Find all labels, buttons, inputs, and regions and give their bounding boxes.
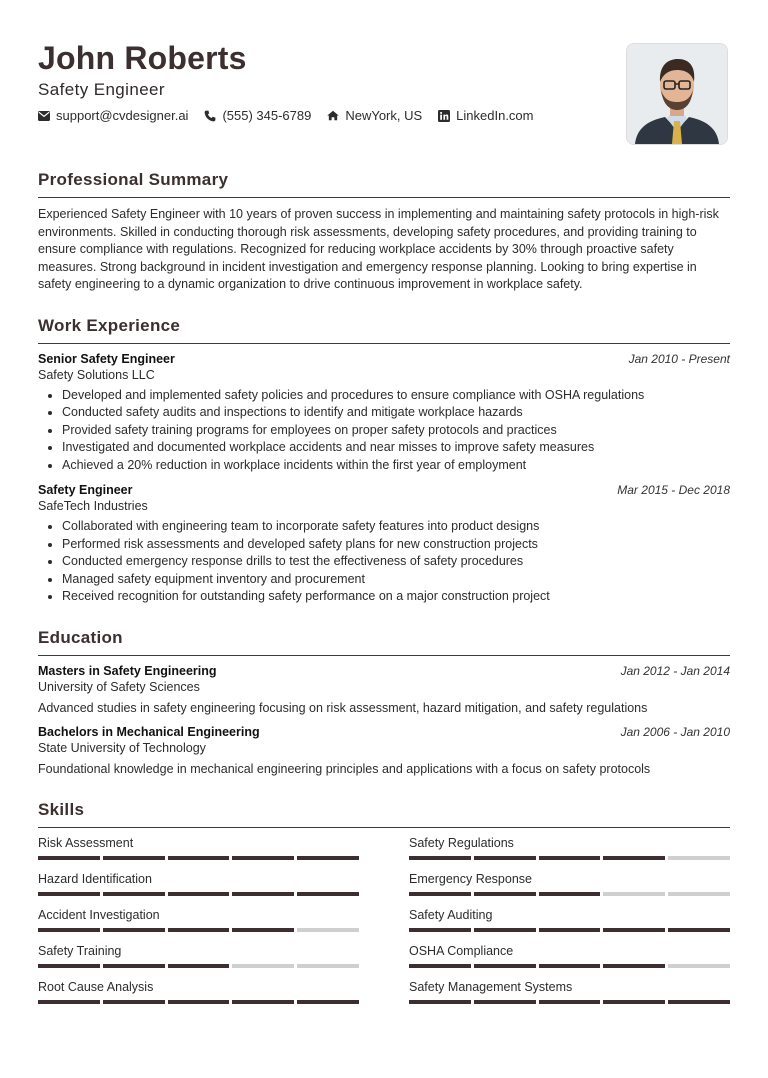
skill-level-empty xyxy=(603,892,665,896)
job-header xyxy=(38,352,730,366)
job-title: Safety Engineer xyxy=(38,483,133,497)
job-bullets xyxy=(38,387,730,475)
skill-level-filled xyxy=(409,1000,471,1004)
job-bullets xyxy=(38,518,730,606)
job-bullet: • Conducted safety audits and inspections to identify and mitigate workplace hazards xyxy=(62,404,730,422)
job-bullet: • Investigated and documented workplace accidents and near misses to improve safety measures xyxy=(62,439,730,457)
education-description: Foundational knowledge in mechanical engineering principles and applications with a focus on safety protocols xyxy=(38,761,651,776)
phone-icon xyxy=(204,110,216,122)
skill-level-filled xyxy=(539,928,601,932)
job-bullet: • Received recognition for outstanding safety performance on a major construction project xyxy=(62,588,730,606)
education-dates: Jan 2006 - Jan 2010 xyxy=(620,724,730,739)
job-title: Senior Safety Engineer xyxy=(38,351,175,366)
skill-level-filled xyxy=(38,928,100,932)
skill-level-filled xyxy=(232,928,294,932)
education-entry xyxy=(38,664,730,715)
experience-section xyxy=(38,316,730,606)
summary-section xyxy=(38,170,730,294)
skill-level-filled xyxy=(409,928,471,932)
education-entry xyxy=(38,725,730,776)
skill-level-bar xyxy=(409,892,730,896)
education-heading: Education xyxy=(38,628,730,656)
skill-item xyxy=(409,944,730,968)
summary-heading: Professional Summary xyxy=(38,170,730,198)
skill-level-empty xyxy=(232,964,294,968)
job-bullet: • Collaborated with engineering team to incorporate safety features into product designs xyxy=(62,518,730,536)
degree-name: Bachelors in Mechanical Engineering xyxy=(38,724,260,739)
location-text: NewYork, US xyxy=(345,108,423,123)
header xyxy=(38,0,730,150)
job-bullet: • Conducted emergency response drills to test the effectiveness of safety procedures xyxy=(62,553,730,571)
skill-level-filled xyxy=(38,892,100,896)
education-header xyxy=(38,664,730,678)
job-entry xyxy=(38,352,730,475)
skill-level-bar xyxy=(38,892,359,896)
skill-level-filled xyxy=(668,1000,730,1004)
job-bullet: • Developed and implemented safety policies and procedures to ensure compliance with OSHA regulations xyxy=(62,387,730,405)
skill-level-empty xyxy=(297,964,359,968)
skill-level-filled xyxy=(603,1000,665,1004)
skill-level-filled xyxy=(168,1000,230,1004)
skill-item xyxy=(409,872,730,896)
email-text: support@cvdesigner.ai xyxy=(56,108,189,123)
education-section xyxy=(38,628,730,776)
skill-name: Safety Management Systems xyxy=(409,979,573,994)
skill-name: Safety Auditing xyxy=(409,907,493,922)
skill-name: OSHA Compliance xyxy=(409,943,514,958)
skill-level-filled xyxy=(297,856,359,860)
profile-photo xyxy=(626,43,728,145)
skill-level-filled xyxy=(668,928,730,932)
skill-name: Hazard Identification xyxy=(38,871,152,886)
skill-name: Emergency Response xyxy=(409,871,532,886)
skill-level-filled xyxy=(603,964,665,968)
job-bullet: • Managed safety equipment inventory and procurement xyxy=(62,571,730,589)
phone-text: (555) 345-6789 xyxy=(222,108,312,123)
skill-level-bar xyxy=(409,928,730,932)
skill-level-bar xyxy=(409,1000,730,1004)
skill-level-filled xyxy=(103,892,165,896)
skill-level-bar xyxy=(409,856,730,860)
skill-level-filled xyxy=(103,1000,165,1004)
skill-level-filled xyxy=(474,892,536,896)
experience-heading: Work Experience xyxy=(38,316,730,344)
contact-phone[interactable] xyxy=(204,108,311,123)
skill-item xyxy=(38,872,359,896)
skill-level-filled xyxy=(474,1000,536,1004)
job-entry xyxy=(38,483,730,606)
skill-level-bar xyxy=(38,1000,359,1004)
skill-item xyxy=(38,980,359,1004)
skill-item xyxy=(38,944,359,968)
skill-level-filled xyxy=(539,964,601,968)
skill-level-filled xyxy=(168,856,230,860)
job-dates: Mar 2015 - Dec 2018 xyxy=(617,483,730,497)
skill-level-bar xyxy=(38,928,359,932)
linkedin-icon xyxy=(438,110,450,122)
skill-item xyxy=(409,980,730,1004)
education-description: Advanced studies in safety engineering focusing on risk assessment, hazard mitigation, and safety regulations xyxy=(38,700,648,715)
skill-level-empty xyxy=(668,964,730,968)
contact-row xyxy=(38,108,534,123)
skill-level-filled xyxy=(103,856,165,860)
skill-item xyxy=(409,836,730,860)
skill-level-filled xyxy=(603,856,665,860)
skill-level-filled xyxy=(232,1000,294,1004)
skill-item xyxy=(38,836,359,860)
skills-heading: Skills xyxy=(38,800,730,828)
skill-level-filled xyxy=(38,964,100,968)
skill-name: Safety Training xyxy=(38,943,122,958)
contact-linkedin[interactable] xyxy=(438,108,533,123)
skill-level-filled xyxy=(409,892,471,896)
skill-level-empty xyxy=(297,928,359,932)
skill-level-filled xyxy=(232,892,294,896)
skill-name: Risk Assessment xyxy=(38,835,134,850)
job-company: SafeTech Industries xyxy=(38,499,148,513)
job-company: Safety Solutions LLC xyxy=(38,367,155,382)
skill-name: Root Cause Analysis xyxy=(38,979,154,994)
skill-level-filled xyxy=(474,928,536,932)
skills-section xyxy=(38,800,730,1004)
contact-location xyxy=(327,108,422,123)
skill-level-filled xyxy=(539,856,601,860)
job-header xyxy=(38,483,730,497)
skills-grid xyxy=(38,836,730,1004)
job-bullet: • Performed risk assessments and developed safety plans for new construction projects xyxy=(62,536,730,554)
skill-level-filled xyxy=(103,928,165,932)
skill-level-bar xyxy=(409,964,730,968)
school-name: University of Safety Sciences xyxy=(38,679,200,694)
skill-level-filled xyxy=(103,964,165,968)
skill-name: Safety Regulations xyxy=(409,835,514,850)
linkedin-text: LinkedIn.com xyxy=(456,108,534,123)
skill-level-filled xyxy=(539,1000,601,1004)
skill-level-filled xyxy=(168,892,230,896)
skill-level-filled xyxy=(474,856,536,860)
skill-item xyxy=(38,908,359,932)
skill-level-filled xyxy=(603,928,665,932)
skill-level-bar xyxy=(38,856,359,860)
skill-level-filled xyxy=(168,964,230,968)
education-header xyxy=(38,725,730,739)
skill-level-filled xyxy=(297,1000,359,1004)
candidate-name: John Roberts xyxy=(38,40,247,76)
skill-level-filled xyxy=(539,892,601,896)
contact-email[interactable] xyxy=(38,108,188,123)
education-dates: Jan 2012 - Jan 2014 xyxy=(620,663,730,678)
job-dates: Jan 2010 - Present xyxy=(628,351,730,366)
skill-level-bar xyxy=(38,964,359,968)
degree-name: Masters in Safety Engineering xyxy=(38,663,217,678)
skill-level-filled xyxy=(297,892,359,896)
skill-item xyxy=(409,908,730,932)
skill-level-filled xyxy=(38,1000,100,1004)
job-title: Safety Engineer xyxy=(38,80,165,99)
skill-name: Accident Investigation xyxy=(38,907,160,922)
job-bullet: • Achieved a 20% reduction in workplace incidents within the first year of employment xyxy=(62,457,730,475)
skill-level-filled xyxy=(232,856,294,860)
school-name: State University of Technology xyxy=(38,740,206,755)
job-bullet: • Provided safety training programs for employees on proper safety protocols and practices xyxy=(62,422,730,440)
skill-level-filled xyxy=(409,964,471,968)
skill-level-filled xyxy=(168,928,230,932)
skill-level-empty xyxy=(668,892,730,896)
envelope-icon xyxy=(38,110,50,122)
summary-text: Experienced Safety Engineer with 10 years of proven success in implementing and maintaining safety protocols in high-risk environments. Skilled in conducting thorough risk assessments, developing safety procedures, and providing training to ensure compliance with regulations. Recognized for reducing workplace accidents by 30% through proactive safety measures. Strong background in incident investigation and emergency response planning. Looking to bring expertise in safety engineering to a dynamic organization to drive continuous improvement in workplace safety. xyxy=(38,207,719,291)
home-icon xyxy=(327,110,339,122)
skill-level-filled xyxy=(38,856,100,860)
skill-level-filled xyxy=(474,964,536,968)
skill-level-empty xyxy=(668,856,730,860)
skill-level-filled xyxy=(409,856,471,860)
